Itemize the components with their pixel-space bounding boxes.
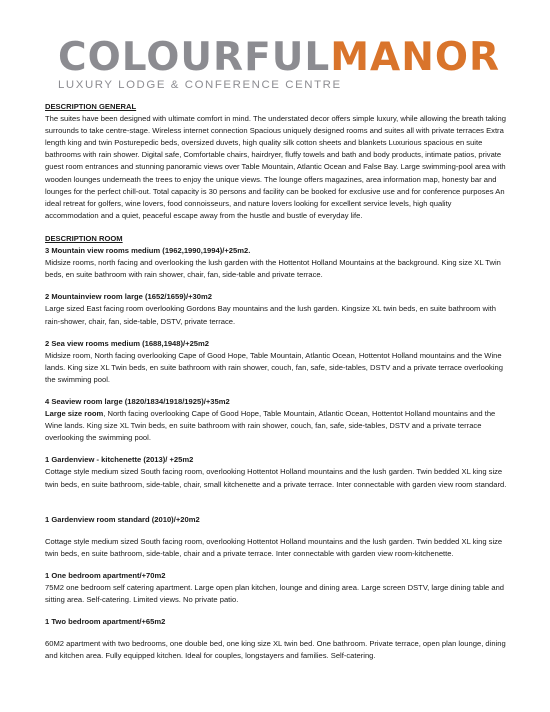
rooms-heading: DESCRIPTION ROOM — [45, 233, 123, 243]
room-entry — [45, 396, 507, 444]
logo-word-manor: MANOR — [330, 35, 501, 80]
general-description: The suites have been designed with ultimate comfort in mind. The understated decor offers simple luxury, while allowing the breath taking surrounds to take centre-stage. Wireless internet connection Spacious uniquely designed rooms and suites all with private terraces Extra length king and twin Posturepedic beds, oversized duvets, high quality silk cotton sheets and blankets Luxurious spacious en suite bathrooms with rain shower. Digital safe, Comfortable chairs, hairdryer, fluffy towels and bath and body products, intimate patios, private guest room entrances and stunning panoramic views over Table Mountain, Atlantic Ocean and False Bay. Large swimming-pool area with wooden lounges underneath the trees to enjoy the unique views. The lounge offers magazines, area information map, honesty bar and lounges for the perfect chill-out. Total capacity is 30 persons and facility can be booked for exclusive use and for conference purposes An ideal retreat for golfers, wine lovers, food connoisseurs, and nature lovers looking for excellent service levels, high quality accommodation and a quiet, peaceful escape away from the hustle and bustle of everyday life. — [45, 114, 506, 220]
logo-tagline: LUXURY LODGE & CONFERENCE CENTRE — [58, 79, 342, 91]
room-title: 4 Seaview room large (1820/1834/1918/1925)/+35m2 — [45, 396, 230, 406]
room-entry — [45, 570, 507, 606]
room-entry — [45, 245, 507, 281]
room-title: 1 Two bedroom apartment/+65m2 — [45, 617, 166, 627]
room-title: 2 Mountainview room large (1652/1659)/+30m2 — [45, 292, 212, 302]
room-entry — [45, 616, 507, 662]
room-lead-text: Large size room — [45, 409, 104, 419]
room-title: 2 Sea view rooms medium (1688,1948)/+25m2 — [45, 338, 209, 348]
room-description: 60M2 apartment with two bedrooms, one double bed, one king size XL twin bed. One bathroom. Private terrace, open plan lounge, dining and kitchen area. Fully equipped kitchen. Ideal for couples, longstayers and families. Self-catering. — [45, 639, 506, 661]
room-description — [45, 408, 507, 444]
room-description: 75M2 one bedroom self catering apartment. Large open plan kitchen, lounge and dining area. Large screen DSTV, large dining table and sitting area. Self-catering. Limited views. No private patio. — [45, 583, 505, 605]
general-heading: DESCRIPTION GENERAL — [45, 102, 137, 111]
room-description: Cottage style medium sized South facing room, overlooking Hottentot Holland mountains and the lush garden. Twin bedded XL king size twin beds, en suite bathroom, side-table, chair and a private terrace. Inter connectable with garden view room-kitchenette. — [45, 536, 503, 558]
room-description: Midsize rooms, north facing and overlooking the lush garden with the Hottentot Holland Mountains at the background. King size XL Twin beds, en suite bathroom with rain shower, chair, fan, side-table and private terrace. — [45, 258, 501, 280]
room-entry — [45, 338, 507, 386]
room-description: Midsize room, North facing overlooking Cape of Good Hope, Table Mountain, Atlantic Ocean, Hottentot Holland mountains and the Wine lands. King size XL Twin beds, en suite bathroom with rain shower, couch, fan, safe, side-tables, DSTV and a private terrace overlooking the swimming pool. — [45, 350, 503, 384]
logo-word-colourful: COLOURFUL — [58, 35, 331, 80]
room-entry — [45, 514, 507, 560]
room-description: Cottage style medium sized South facing room, overlooking Hottentot Holland mountains and the lush garden. Twin bedded XL king size twin beds, en suite bathroom, side-table, chair, small kitchenette and a private terrace. Inter connectable with garden view room standard. — [45, 467, 507, 489]
room-title: 1 One bedroom apartment/+70m2 — [45, 570, 166, 580]
room-title: 3 Mountain view rooms medium (1962,1990,1994)/+25m2. — [45, 246, 251, 256]
room-title: 1 Gardenview - kitchenette (2013)/ +25m2 — [45, 455, 194, 465]
company-logo — [58, 35, 501, 91]
room-description-text: , North facing overlooking Cape of Good Hope, Table Mountain, Atlantic Ocean, Hottentot Holland mountains and the Wine lands. King size XL Twin beds, en suite bathroom with rain shower, couch, fan, safe, side-tables, DSTV and a private terrace overlooking the swimming pool. — [45, 409, 496, 443]
room-entry — [45, 454, 507, 490]
logo-wordmark — [58, 35, 501, 80]
document-body — [45, 101, 507, 662]
room-description: Large sized East facing room overlooking Gordons Bay mountains and the lush garden. Kingsize XL twin beds, en suite bathroom with rain-shower, chair, fan, side-table, DSTV, private terrace. — [45, 304, 496, 326]
room-title: 1 Gardenview room standard (2010)/+20m2 — [45, 514, 200, 524]
room-entry — [45, 291, 507, 327]
